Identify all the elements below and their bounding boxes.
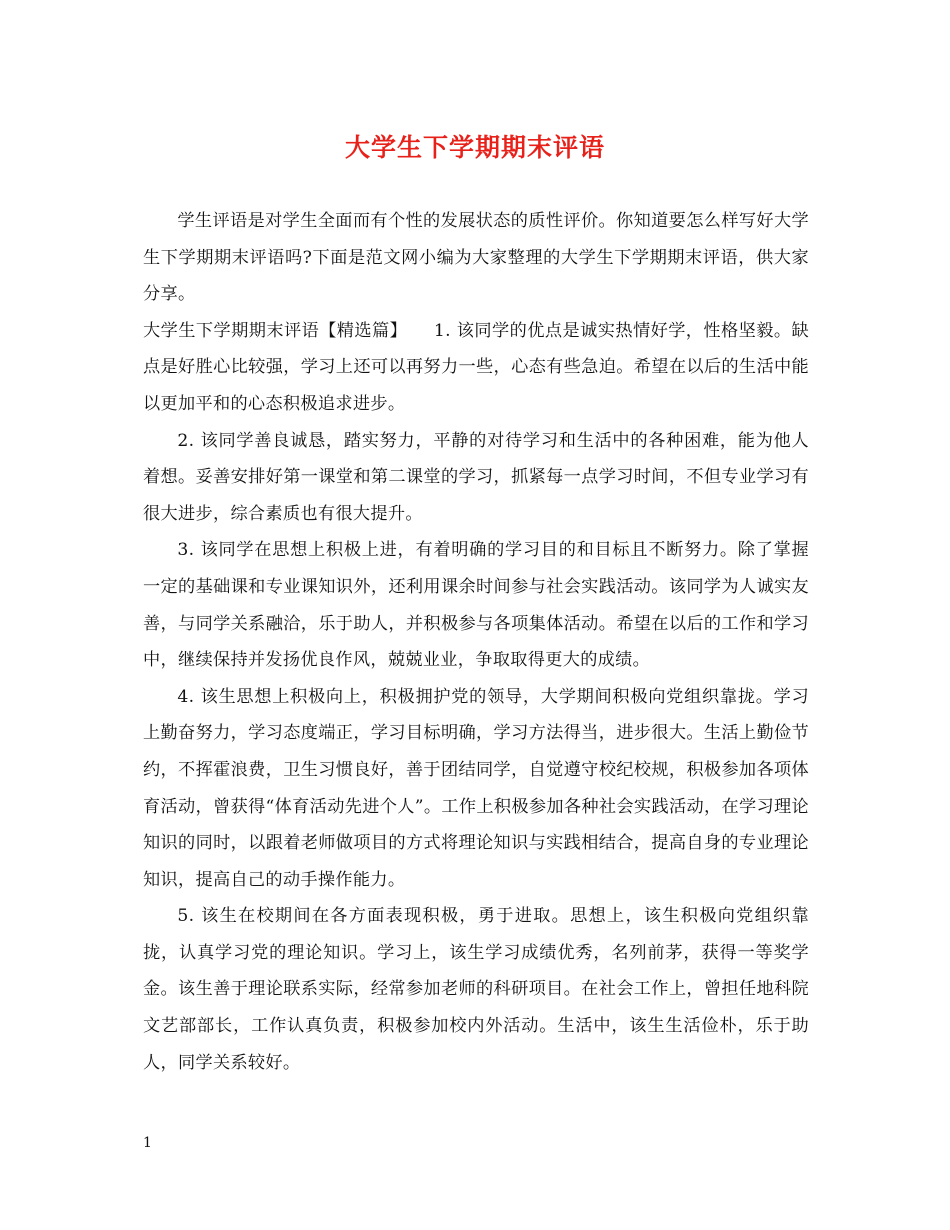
page-number: 1 <box>143 1135 152 1151</box>
section-heading-paragraph: 大学生下学期期末评语【精选篇】 1. 该同学的优点是诚实热情好学，性格坚毅。缺点是好胜心比较强，学习上还可以再努力一些，心态有些急迫。希望在以后的生活中能以更加平和的心态积极追求进步。 <box>143 320 809 414</box>
comment-paragraph-5: 5. 该生在校期间在各方面表现积极，勇于进取。思想上，该生积极向党组织靠拢，认真学习党的理论知识。学习上，该生学习成绩优秀，名列前茅，获得一等奖学金。该生善于理论联系实际，经常参加老师的科研项目。在社会工作上，曾担任地科院文艺部部长，工作认真负责，积极参加校内外活动。生活中，该生生活俭朴，乐于助人，同学关系较好。 <box>143 906 809 1073</box>
comment-paragraph-3: 3. 该同学在思想上积极上进，有着明确的学习目的和目标且不断努力。除了掌握一定的基础课和专业课知识外，还利用课余时间参与社会实践活动。该同学为人诚实友善，与同学关系融洽，乐于助人，并积极参与各项集体活动。希望在以后的工作和学习中，继续保持并发扬优良作风，兢兢业业，争取取得更大的成绩。 <box>143 540 809 671</box>
page-title: 大学生下学期期末评语 <box>344 133 605 162</box>
document-body <box>143 203 809 1081</box>
comment-paragraph-4: 4. 该生思想上积极向上，积极拥护党的领导，大学期间积极向党组织靠拢。学习上勤奋努力，学习态度端正，学习目标明确，学习方法得当，进步很大。生活上勤俭节约，不挥霍浪费，卫生习惯良好，善于团结同学，自觉遵守校纪校规，积极参加各项体育活动，曾获得“体育活动先进个人”。工作上积极参加各种社会实践活动，在学习理论知识的同时，以跟着老师做项目的方式将理论知识与实践相结合，提高自身的专业理论知识，提高自己的动手操作能力。 <box>143 686 809 890</box>
comment-paragraph-2: 2. 该同学善良诚恳，踏实努力，平静的对待学习和生活中的各种困难，能为他人着想。妥善安排好第一课堂和第二课堂的学习，抓紧每一点学习时间，不但专业学习有很大进步，综合素质也有很大提升。 <box>143 430 809 524</box>
intro-paragraph: 学生评语是对学生全面而有个性的发展状态的质性评价。你知道要怎么样写好大学生下学期期末评语吗?下面是范文网小编为大家整理的大学生下学期期末评语，供大家分享。 <box>143 211 809 305</box>
